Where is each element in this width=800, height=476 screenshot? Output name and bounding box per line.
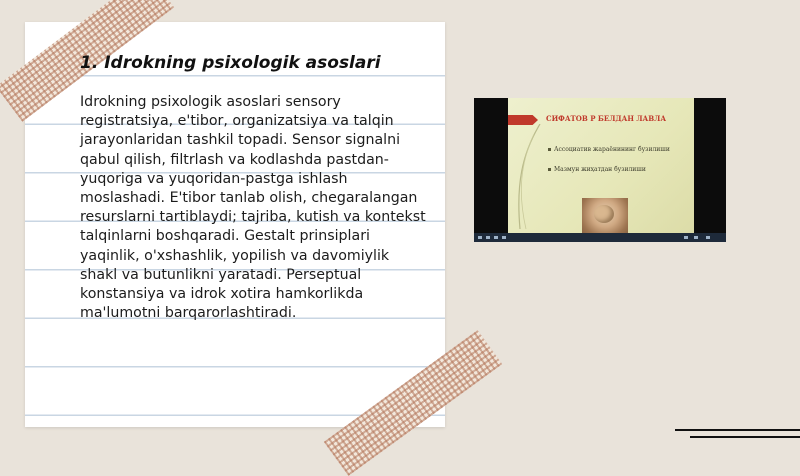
decorative-curve — [512, 124, 542, 229]
taskbar-icon — [706, 236, 710, 239]
taskbar-icon — [684, 236, 688, 239]
embedded-bullet-list — [548, 146, 670, 185]
decorative-line — [690, 436, 800, 438]
taskbar-icon — [486, 236, 490, 239]
slide-title: 1. Idrokning psixologik asoslari — [80, 53, 381, 73]
embedded-slide-heading: СИФАТОВ Р БЕЛДАН ЛАВЛА — [546, 114, 667, 123]
embedded-presentation-screenshot — [474, 98, 726, 242]
decorative-line — [675, 429, 800, 431]
taskbar-icon — [478, 236, 482, 239]
embedded-bullet-item: Ассоциатив жараёнининг бузилиши — [548, 146, 670, 154]
embedded-taskbar — [474, 233, 726, 242]
embedded-slide — [508, 98, 694, 233]
decorative-lines — [675, 425, 800, 445]
embedded-photo-image — [582, 198, 628, 233]
taskbar-icon — [494, 236, 498, 239]
taskbar-icon — [694, 236, 698, 239]
taskbar-icon — [502, 236, 506, 239]
slide-body-text: Idrokning psixologik asoslari sensory registratsiya, e'tibor, organizatsiya va talqin jarayonlaridan tashkil topadi. Sensor signalni qabul qilish, filtrlash va kodlashda pastdan-yuqoriga va yuqoridan-pastga ishlash moslashadi. E'tibor tanlab olish, chegaralangan resurslarni tartiblaydi; tajriba, kutish va kontekst talqinlarni boshqaradi. Gestalt prinsiplari yaqinlik, o'xshashlik, yopilish va davomiylik shakl va butunlikni yaratadi. Perseptual konstansiya va idrok xotira hamkorlikda ma'lumotni barqarorlashtiradi. — [80, 94, 426, 322]
embedded-bullet-item: Мазмун жиҳатдан бузилиши — [548, 166, 670, 174]
